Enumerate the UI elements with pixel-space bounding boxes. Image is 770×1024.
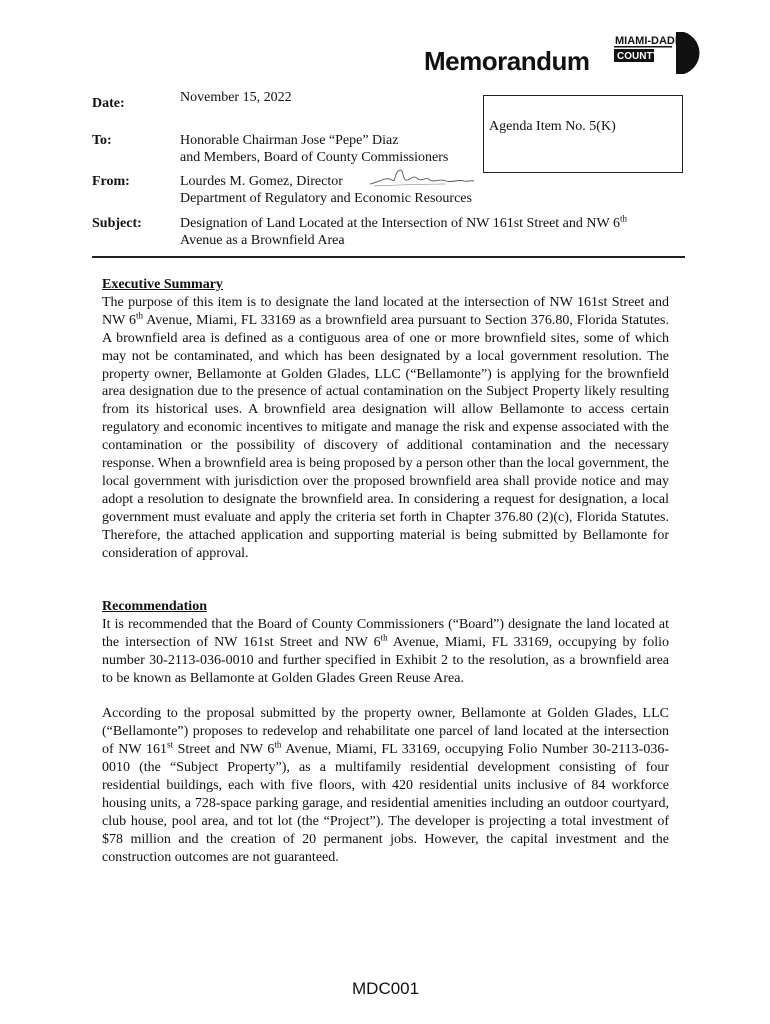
- executive-summary-text: [102, 294, 669, 563]
- page-identifier: MDC001: [352, 979, 420, 998]
- from-line-2: Department of Regulatory and Economic Resources: [180, 190, 472, 206]
- rec-p2-part2: Street and NW 6: [173, 742, 275, 758]
- rec-p2-part3: Avenue, Miami, FL 33169, occupying Folio Number 30-2113-036-0010 (the “Subject Property”), as a multifamily residential development consisting of four residential buildings, each with five floors, with 420 residential units inclusive of 84 workforce housing units, a 728-space parking garage, and residential amenities including an outdoor courtyard, club house, pool area, and tot lot (the “Project”). The developer is projecting a total investment of $78 million and the creation of 20 permanent jobs. However, the capital investment and the construction outcomes are not guaranteed.: [102, 742, 669, 865]
- subject-value: [180, 213, 685, 249]
- memo-title: Memorandum: [424, 46, 590, 76]
- signature-icon: [366, 166, 476, 190]
- recommendation-section: [102, 598, 669, 867]
- rec-p2-sup1: st: [166, 739, 173, 750]
- date-label: Date:: [92, 96, 125, 111]
- exec-text-part2: Avenue, Miami, FL 33169 as a brownfield area pursuant to Section 376.80, Florida Statutes. A brownfield area is defined as a contiguous area of one or more brownfield sites, some of which may not be contaminated, and which has been designated by a local government resolution. The property owner, Bellamonte at Golden Glades, LLC (“Bellamonte”) is applying for the brownfield area designation due to the presence of actual contamination on the Subject Property likely resulting from its historical uses. A brownfield area designation will allow Bellamonte to access certain regulatory and economic incentives to mitigate and manage the risk and expense associated with the contamination or the possibility of discovery of additional contamination and the necessary response. When a brownfield area is being proposed by a person other than the local government, the local government with jurisdiction over the proposed brownfield area shall provide notice and may adopt a resolution to designate the brownfield area. In considering a request for designation, a local government must evaluate and apply the criteria set forth in Chapter 376.80 (2)(c), Florida Statutes. Therefore, the attached application and supporting material is being submitted by Bellamonte for consideration of approval.: [102, 312, 669, 561]
- subject-label: Subject:: [92, 216, 142, 231]
- header-divider: [92, 256, 685, 258]
- logo-line1: MIAMI-DADE: [615, 35, 683, 47]
- agenda-item-number: Agenda Item No. 5(K): [489, 119, 616, 134]
- rec-p1-part1: It is recommended that the Board of County Commissioners (“Board”) designate the land located at the intersection of NW 161st Street and NW 6: [102, 616, 669, 650]
- agenda-item-box: [483, 95, 683, 173]
- exec-sup: th: [136, 310, 144, 321]
- from-line-1: Lourdes M. Gomez, Director: [180, 174, 343, 189]
- subject-sup: th: [619, 213, 627, 224]
- to-value: [180, 133, 448, 166]
- executive-summary-heading: Executive Summary: [102, 277, 223, 292]
- exec-text-part1: The purpose of this item is to designate the land located at the intersection of NW 161st Street and NW 6: [102, 294, 669, 328]
- executive-summary-section: [102, 276, 669, 563]
- to-line-1: Honorable Chairman Jose “Pepe” Diaz: [180, 133, 399, 148]
- to-line-2: and Members, Board of County Commissioners: [180, 149, 449, 165]
- recommendation-paragraph-1: [102, 616, 669, 688]
- rec-p1-part2: Avenue, Miami, FL 33169, occupying by folio number 30-2113-036-0010 and further specified in Exhibit 2 to the resolution, as a brownfield area to be known as Bellamonte at Golden Glades Green Reuse Area.: [102, 634, 669, 686]
- rec-p1-sup: th: [380, 632, 388, 643]
- recommendation-heading: Recommendation: [102, 599, 207, 614]
- logo-line2: COUNTY: [617, 51, 660, 62]
- rec-p2-part1: According to the proposal submitted by the property owner, Bellamonte at Golden Glades, LLC (“Bellamonte”) proposes to redevelop and rehabilitate one parcel of land located at the intersection of NW 161: [102, 706, 669, 758]
- to-label: To:: [92, 133, 112, 148]
- from-label: From:: [92, 174, 130, 189]
- recommendation-paragraph-2: [102, 705, 669, 866]
- subject-line-2: Avenue as a Brownfield Area: [180, 232, 345, 248]
- miami-dade-logo-icon: [614, 30, 706, 76]
- date-value: November 15, 2022: [180, 90, 292, 105]
- rec-p2-sup2: th: [274, 739, 282, 750]
- subject-line-1: Designation of Land Located at the Intersection of NW 161st Street and NW 6: [180, 216, 620, 231]
